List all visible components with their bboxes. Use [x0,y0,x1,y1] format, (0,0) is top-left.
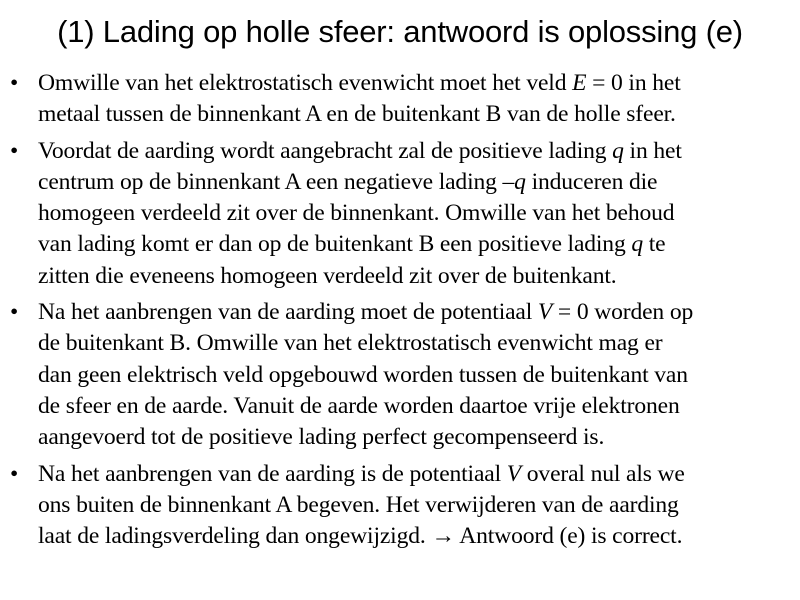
text-line: dan geen elektrisch veld opgebouwd worden tussen de buitenkant van [38,361,688,388]
bullet-item [0,136,800,292]
bullet-icon: • [9,299,19,326]
text-line: laat de ladingsverdeling dan ongewijzigd. → Antwoord (e) is correct. [38,523,683,550]
bullet-item [0,297,800,453]
text-line: aangevoerd tot de positieve lading perfect gecompenseerd is. [38,424,605,451]
text-line: metaal tussen de binnenkant A en de buitenkant B van de holle sfeer. [38,101,676,128]
text-line: zitten die eveneens homogeen verdeeld zit over de buitenkant. [38,262,617,289]
bullet-list [0,68,800,557]
bullet-icon: • [9,460,19,487]
bullet-icon: • [9,70,19,96]
text-line: Na het aanbrengen van de aarding is de potentiaal V overal nul als we [38,460,685,487]
text-line: Na het aanbrengen van de aarding moet de potentiaal V = 0 worden op [38,299,694,326]
text-line: de sfeer en de aarde. Vanuit de aarde worden daartoe vrije elektronen [38,392,680,419]
text-line: Voordat de aarding wordt aangebracht zal de positieve lading q in het [38,137,682,164]
bullet-item [0,459,800,553]
text-line: Omwille van het elektrostatisch evenwicht moet het veld E = 0 in het [38,70,681,96]
text-line: de buitenkant B. Omwille van het elektrostatisch evenwicht mag er [38,330,663,357]
slide-title: (1) Lading op holle sfeer: antwoord is oplossing (e) [57,14,743,49]
text-line: van lading komt er dan op de buitenkant B een positieve lading q te [38,231,666,258]
text-line: homogeen verdeeld zit over de binnenkant. Omwille van het behoud [38,200,675,227]
text-line: ons buiten de binnenkant A begeven. Het verwijderen van de aarding [38,491,679,518]
text-line: centrum op de binnenkant A een negatieve lading –q induceren die [38,168,658,195]
bullet-icon: • [9,137,19,164]
bullet-item [0,68,800,131]
